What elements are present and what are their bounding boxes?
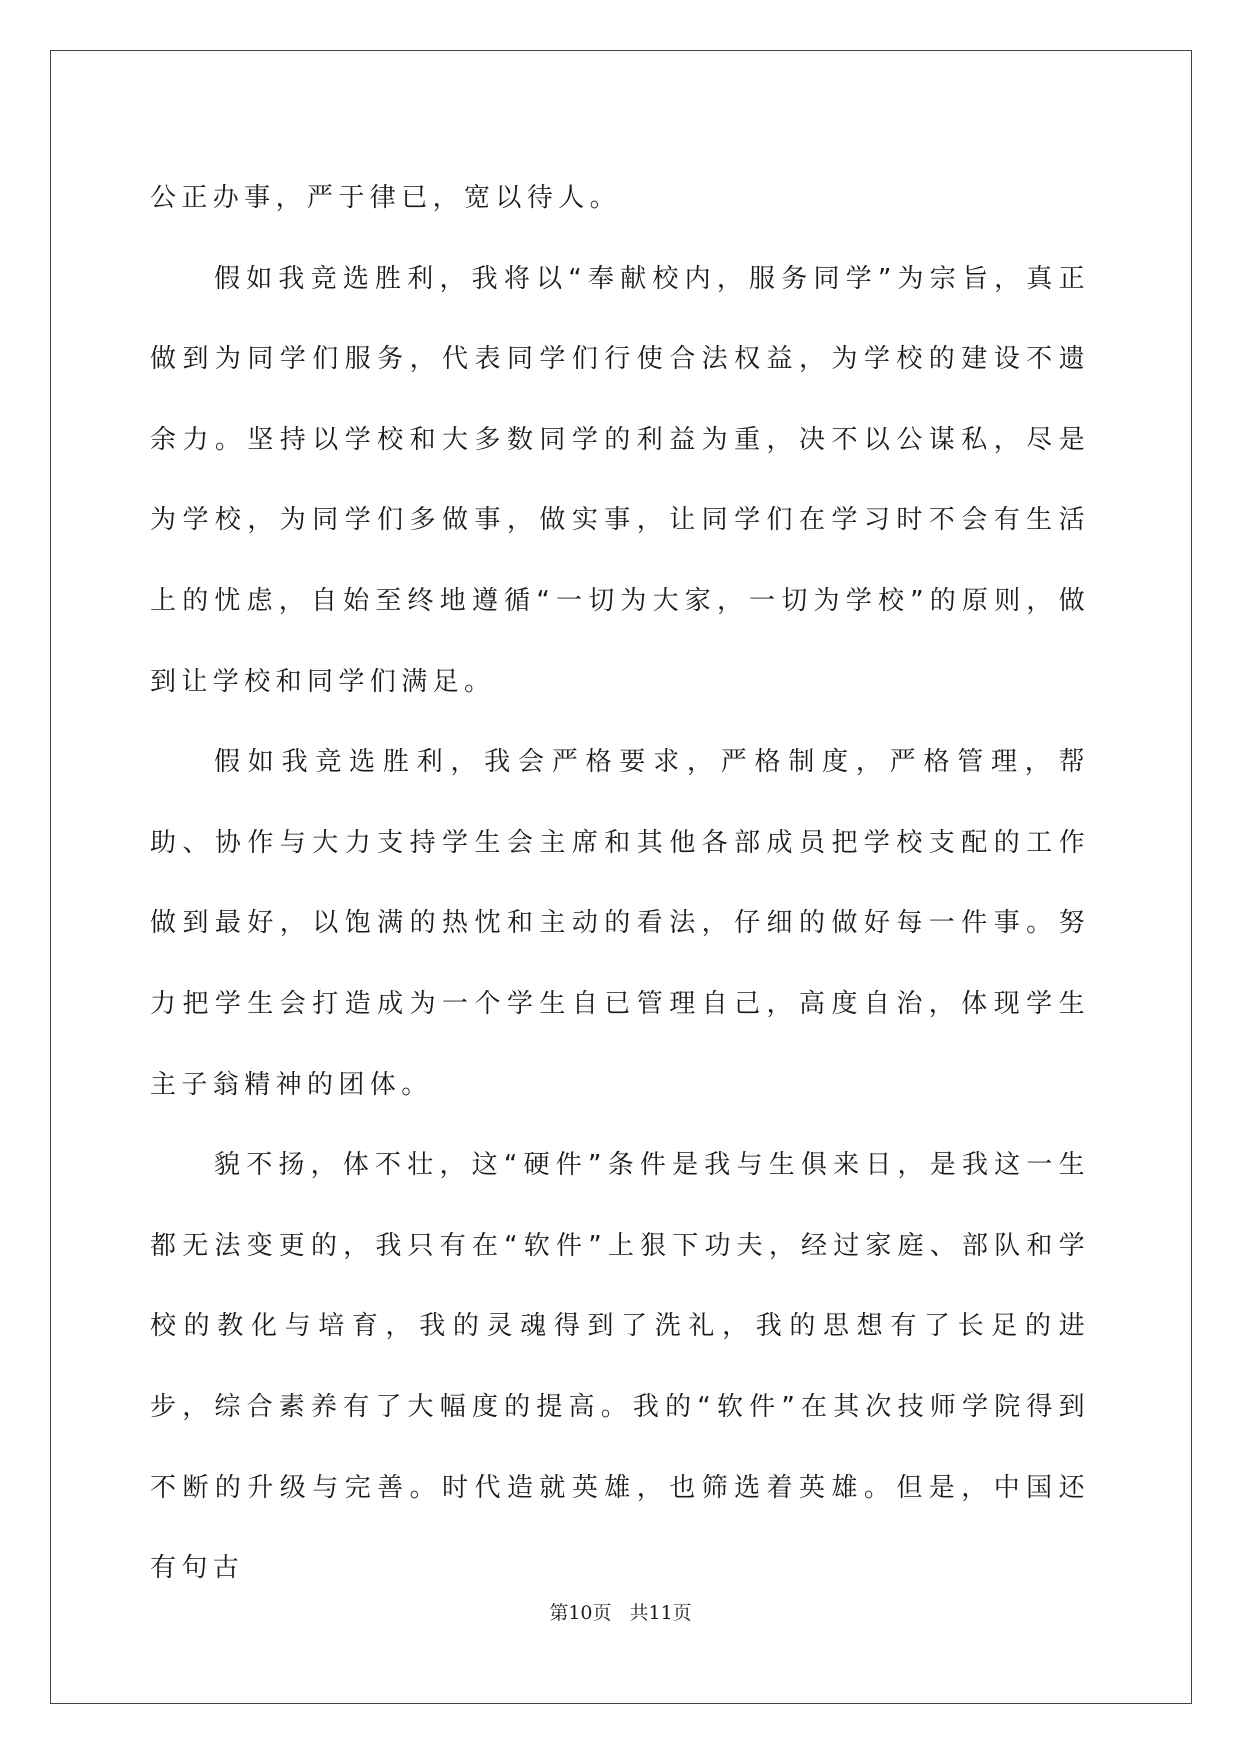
page-total: 共11页 (629, 1602, 692, 1624)
document-body (150, 158, 1090, 1609)
paragraph-1: 假如我竞选胜利，我将以“奉献校内，服务同学”为宗旨，真正做到为同学们服务，代表同学们行使合法权益，为学校的建设不遗余力。坚持以学校和大多数同学的利益为重，决不以公谋私，尽是为学校，为同学们多做事，做实事，让同学们在学习时不会有生活上的忧虑，自始至终地遵循“一切为大家，一切为学校”的原则，做到让学校和同学们满足。 (150, 263, 1090, 697)
page-footer (0, 1598, 1241, 1625)
paragraph-3: 貌不扬，体不壮，这“硬件”条件是我与生俱来日，是我这一生都无法变更的，我只有在“软件”上狠下功夫，经过家庭、部队和学校的教化与培育，我的灵魂得到了洗礼，我的思想有了长足的进步，综合素养有了大幅度的提高。我的“软件”在其次技师学院得到不断的升级与完善。时代造就英雄，也筛选着英雄。但是，中国还有句古 (150, 1150, 1090, 1584)
page-number: 第10页 (549, 1602, 612, 1624)
paragraph-2: 假如我竞选胜利，我会严格要求，严格制度，严格管理，帮助、协作与大力支持学生会主席和其他各部成员把学校支配的工作做到最好，以饱满的热忱和主动的看法，仔细的做好每一件事。努力把学生会打造成为一个学生自已管理自己，高度自治，体现学生主子翁精神的团体。 (150, 747, 1090, 1100)
paragraph-continuation: 公正办事，严于律已，宽以待人。 (150, 183, 622, 213)
